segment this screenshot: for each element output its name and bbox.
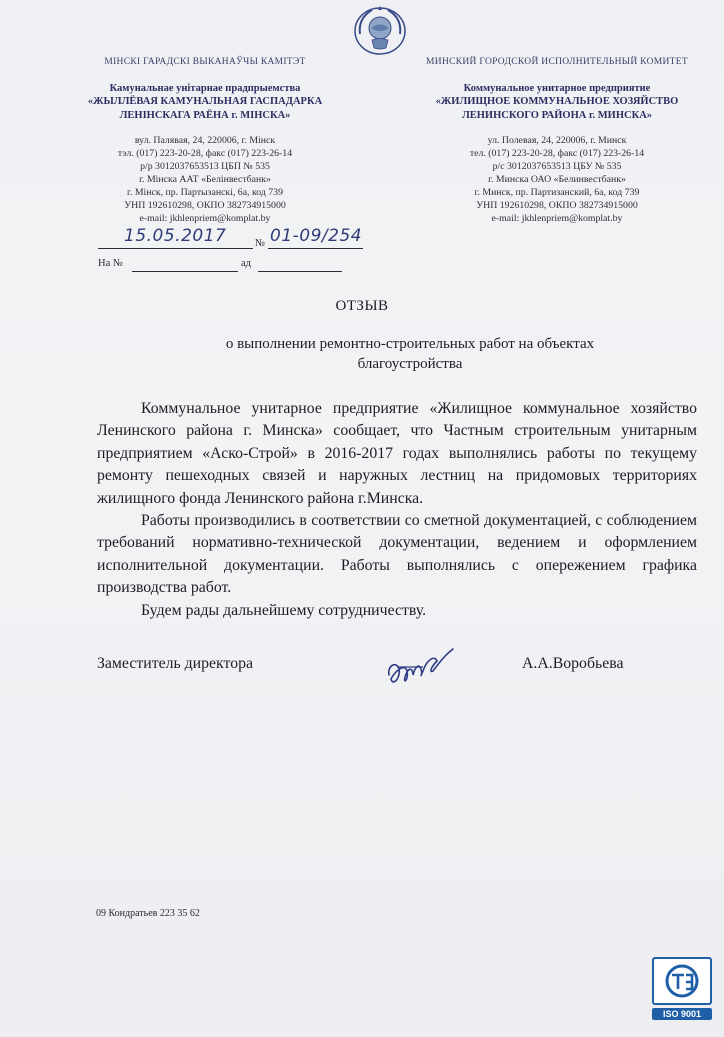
email: e-mail: jkhlenpriem@komplat.by [491,213,623,224]
committee-name: МІНСКІ ГАРАДСКІ ВЫКАНАЎЧЫ КАМІТЭТ [104,57,306,67]
ref-suffix: ад [241,258,252,269]
paragraph: Коммунальное унитарное предприятие «Жилищное коммунальное хозяйство Ленинского района г. Минска» сообщает, что Частным строительным унитарным предприятием «Аско-Строй» в 2016-2017 годах выполнялись работы по текущему ремонту пешеходных связей и наружных лестниц на придомовых территориях жилищного фонда Ленинского района г.Минска. [97,400,697,507]
unp: УНП 192610298, ОКПО 382734915000 [476,200,638,211]
ref-rule [132,271,238,272]
bank: г. Минска ОАО «Белинвестбанк» [488,174,626,185]
account: р/р 3012037653513 ЦБП № 535 [140,161,270,172]
signatory-position: Заместитель директора [97,655,254,672]
document-subtitle [180,334,640,374]
subtitle-line2: благоустройства [357,356,463,372]
committee-name: МИНСКИЙ ГОРОДСКОЙ ИСПОЛНИТЕЛЬНЫЙ КОМИТЕТ [426,57,688,67]
account: р/с 3012037653513 ЦБУ № 535 [492,161,622,172]
ref-date-rule [258,271,342,272]
header-belarusian [40,56,370,225]
unp: УНП 192610298, ОКПО 382734915000 [124,200,286,211]
contact-block [40,134,370,225]
phone: тэл. (017) 223-20-28, факс (017) 223-26-14 [117,148,293,159]
contact-block [392,134,722,225]
ref-label: На № [98,258,123,269]
belarus-emblem-icon [352,4,408,56]
number-label: № [255,238,266,249]
document-title: ОТЗЫВ [335,298,389,314]
certification-logo-icon [652,957,712,1005]
bank-address: г. Мінск, пр. Партызанскі, 6а, код 739 [127,187,283,198]
registration-line [98,226,388,252]
enterprise-name-line1: «ЖИЛИЩНОЕ КОММУНАЛЬНОЕ ХОЗЯЙСТВО [435,96,679,107]
enterprise-name-line1: «ЖЫЛЛЁВАЯ КАМУНАЛЬНАЯ ГАСПАДАРКА [87,96,323,107]
date-rule [98,248,253,249]
bank: г. Мінска ААТ «Белінвестбанк» [139,174,271,185]
executor-note: 09 Кондратьев 223 35 62 [96,908,200,919]
number-rule [268,248,363,249]
address: вул. Палявая, 24, 220006, г. Мінск [134,135,276,146]
paragraph: Работы производились в соответствии со сметной документацией, с соблюдением требований нормативно-технической документации, ведением и оформлением исполнительной документации. Работы выполнялись с опережением графика производства работ. [97,512,697,597]
iso-label: ISO 9001 [652,1008,712,1020]
subtitle-line1: о выполнении ремонтно-строительных работ на объектах [225,336,595,352]
handwritten-date: 15.05.2017 [124,226,227,246]
handwritten-signature-icon [383,641,463,691]
enterprise-name-line2: ЛЕНИНСКОГО РАЙОНА г. МИНСКА» [461,110,653,121]
enterprise-type: Коммунальное унитарное предприятие [463,82,651,94]
address: ул. Полевая, 24, 220006, г. Минск [487,135,627,146]
iso-certification-mark [652,957,710,1021]
signatory-name: А.А.Воробьева [522,655,624,672]
enterprise-type: Камунальнае унітарнае прадпрыемства [109,82,301,94]
reference-line [98,258,358,274]
phone: тел. (017) 223-20-28, факс (017) 223-26-14 [469,148,645,159]
header-russian [392,56,722,225]
handwritten-number: 01-09/254 [270,226,363,246]
bank-address: г. Минск, пр. Партизанский, 6а, код 739 [474,187,640,198]
enterprise-name-line2: ЛЕНІНСКАГА РАЁНА г. МІНСКА» [119,110,291,121]
email: e-mail: jkhlenpriem@komplat.by [139,213,271,224]
document-body [97,398,697,622]
paragraph: Будем рады дальнейшему сотрудничеству. [141,601,427,619]
